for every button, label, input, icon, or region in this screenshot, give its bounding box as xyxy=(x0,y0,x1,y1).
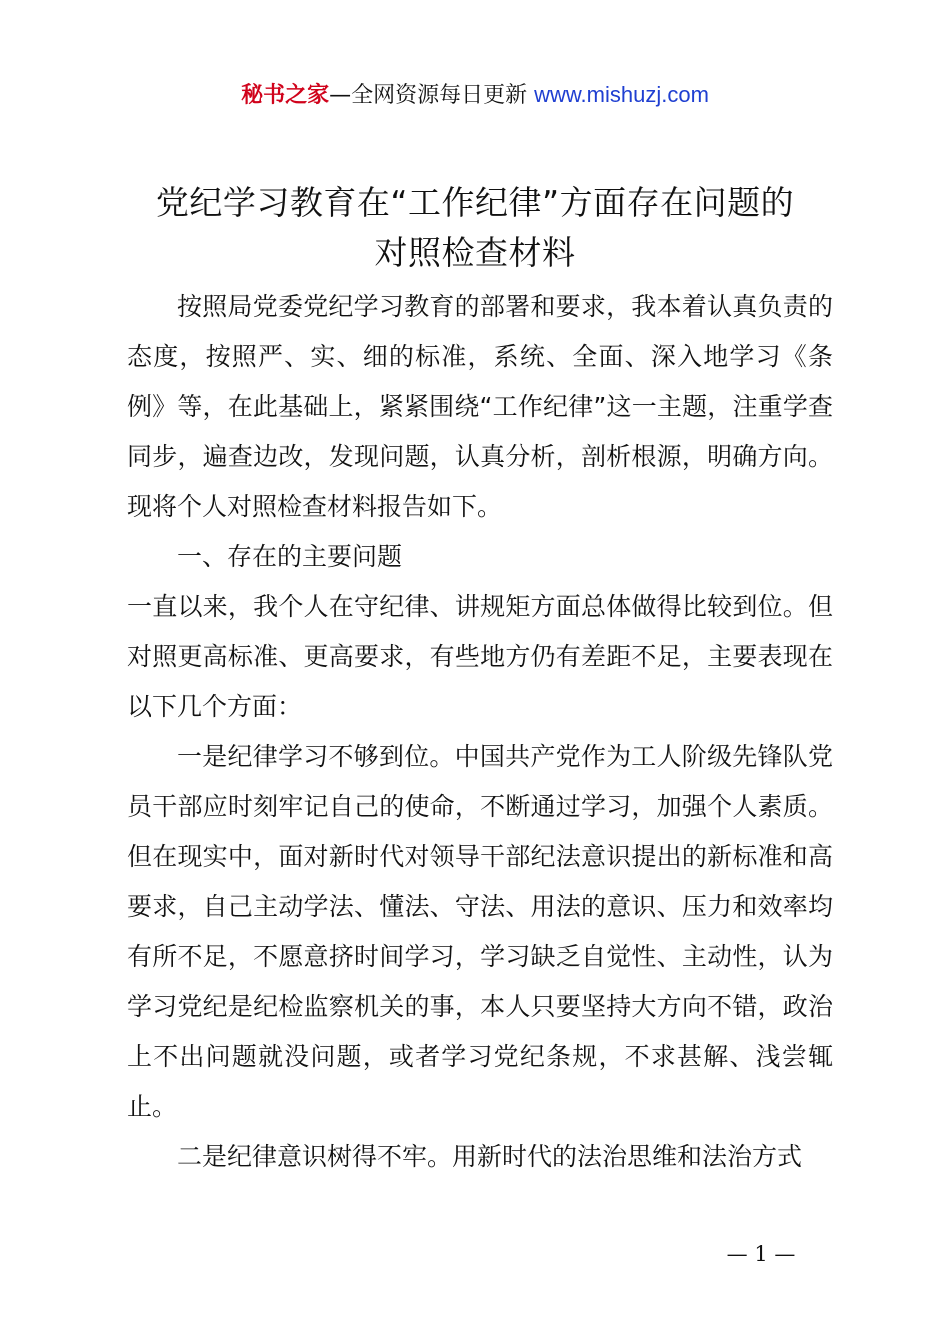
document-title xyxy=(100,178,850,278)
page-number: — 1 — xyxy=(726,1242,796,1266)
document-body xyxy=(127,282,833,1182)
site-brand: 秘书之家 xyxy=(241,83,330,108)
site-banner xyxy=(0,78,950,113)
paragraph-point-2: 二是纪律意识树得不牢。用新时代的法治思维和法治方式 xyxy=(177,1142,803,1171)
title-line-2: 对照检查材料 xyxy=(374,233,576,272)
paragraph-intro: 按照局党委党纪学习教育的部署和要求，我本着认真负责的态度，按照严、实、细的标准，系统、全面、深入地学习《条例》等，在此基础上，紧紧围绕“工作纪律”这一主题，注重学查同步，遍查边改，发现问题，认真分析，剖析根源，明确方向。现将个人对照检查材料报告如下。 xyxy=(127,292,833,521)
paragraph-overview: 一直以来，我个人在守纪律、讲规矩方面总体做得比较到位。但对照更高标准、更高要求，有些地方仍有差距不足，主要表现在以下几个方面： xyxy=(127,592,833,721)
section-heading-problems: 一、存在的主要问题 xyxy=(177,542,403,571)
paragraph-point-1: 一是纪律学习不够到位。中国共产党作为工人阶级先锋队党员干部应时刻牢记自己的使命，不断通过学习，加强个人素质。但在现实中，面对新时代对领导干部纪法意识提出的新标准和高要求，自己主动学法、懂法、守法、用法的意识、压力和效率均有所不足，不愿意挤时间学习，学习缺乏自觉性、主动性，认为学习党纪是纪检监察机关的事，本人只要坚持大方向不错，政治上不出问题就没问题，或者学习党纪条规，不求甚解、浅尝辄止。 xyxy=(127,742,833,1121)
site-tagline: —全网资源每日更新 xyxy=(329,83,535,108)
site-url-link[interactable]: www.mishuzj.com xyxy=(534,82,709,107)
title-line-1: 党纪学习教育在“工作纪律”方面存在问题的 xyxy=(155,183,795,222)
